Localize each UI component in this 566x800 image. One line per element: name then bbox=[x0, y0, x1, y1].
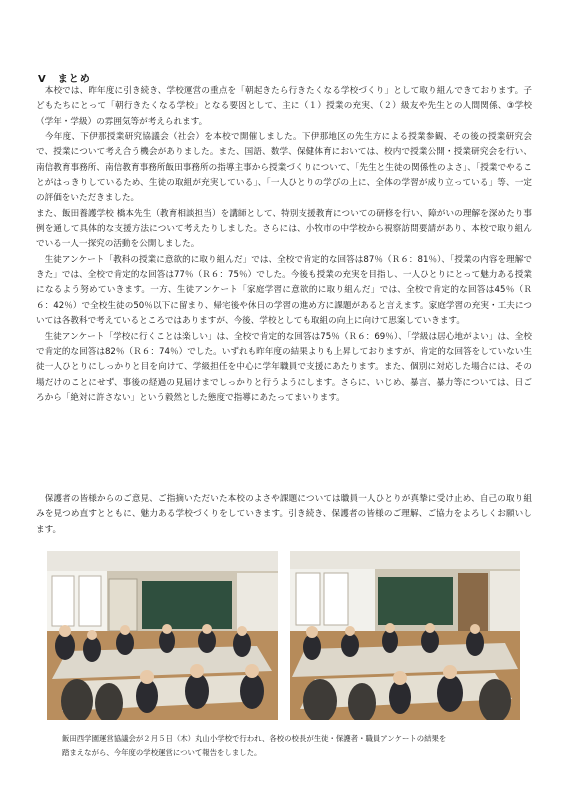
paragraph: 生徒アンケート「教科の授業に意欲的に取り組んだ」では、全校で肯定的な回答は87％（Ｒ６：81％）、「授業の内容を理解できた」では、全校で肯定的な回答は77％（Ｒ６：75％）でした。今後も授業の充実を目指し、一人ひとりにとって魅力ある授業になるよう努めていきます。一方、生徒アンケート「家庭学習に意欲的に取り組んだ」では、全校で肯定的な回答は45％（Ｒ６：42％）で全校生徒の50％以下に留まり、帰宅後や休日の学習の進め方に課題があると言えます。家庭学習の充実・工夫については各教科で考えているところではありますが、今後、学校としても取組の向上に向けて思案していきます。 bbox=[36, 254, 532, 327]
meeting-photo-left bbox=[47, 551, 278, 720]
caption-line: 飯田西学園運営協議会が２月５日（木）丸山小学校で行われ、各校の校長が生徒・保護者・職員アンケートの結果を bbox=[62, 734, 447, 743]
body-text bbox=[36, 84, 532, 406]
paragraph: また、飯田養護学校 橋本先生（教育相談担当）を講師として、特別支援教育についての研修を行い、障がいの理解を深めたり事例を通して具体的な支援方法について考えたりしました。さらには、小牧市の中学校から視察訪問要請があり、本校で取り組んでいる一人一探究の活動を公開しました。 bbox=[36, 208, 532, 250]
paragraph: 生徒アンケート「学校に行くことは楽しい」は、全校で肯定的な回答は75％（Ｒ６：69％）、「学級は居心地がよい」は、全校で肯定的な回答は82％（Ｒ６：74％）でした。いずれも昨年度の結果よりも上昇しておりますが、肯定的な回答をしていない生徒一人ひとりにしっかりと目を向けて、学級担任を中心に学年職員で支援にあたります。また、個別に対応した場合には、その場だけのことにせず、事後の経過の見届けまでしっかりと行うようにします。さらに、いじめ、暴言、暴力等については、日ごろから「絶対に許さない」という毅然とした態度で指導にあたってまいります。 bbox=[36, 331, 532, 403]
closing-message bbox=[36, 492, 532, 538]
meeting-photo-icon bbox=[47, 551, 278, 720]
closing-paragraph: 保護者の皆様からのご意見、ご指摘いただいた本校のよさや課題については職員一人ひとりが真摯に受け止め、自己の取り組みを見つめ直すとともに、魅力ある学校づくりをしていきます。引き続き、保護者の皆様のご理解、ご協力をよろしくお願いします。 bbox=[36, 494, 532, 535]
paragraph: 今年度、下伊那授業研究協議会（社会）を本校で開催しました。下伊那地区の先生方による授業参観、その後の授業研究会で、授業について考え合う機会がありました。また、国語、数学、保健体育においては、校内で授業公開・授業研究会を行い、南信教育事務所、南信教育事務所飯田事務所の指導主事から授業づくりについて、「先生と生徒の関係性のよさ」、「授業でやることがはっきりしているため、生徒の取組が充実している」、「一人ひとりの学びの上に、全体の学習が成り立っている」等、一定の評価をいただきました。 bbox=[36, 132, 532, 204]
meeting-photo-right bbox=[290, 551, 520, 720]
caption-line: 踏まえながら、今年度の学校運営について報告をしました。 bbox=[62, 748, 262, 757]
paragraph: 本校では、昨年度に引き続き、学校運営の重点を「朝起きたら行きたくなる学校づくり」として取り組んできております。子どもたちにとって「朝行きたくなる学校」となる要因として、主に（１）授業の充実、（２）級友や先生との人間関係、③学校（学年・学級）の雰囲気等が考えられます。 bbox=[36, 86, 532, 127]
meeting-photo-icon bbox=[290, 551, 520, 720]
section-heading: Ⅴ まとめ bbox=[38, 74, 91, 85]
photo-caption bbox=[62, 732, 532, 760]
